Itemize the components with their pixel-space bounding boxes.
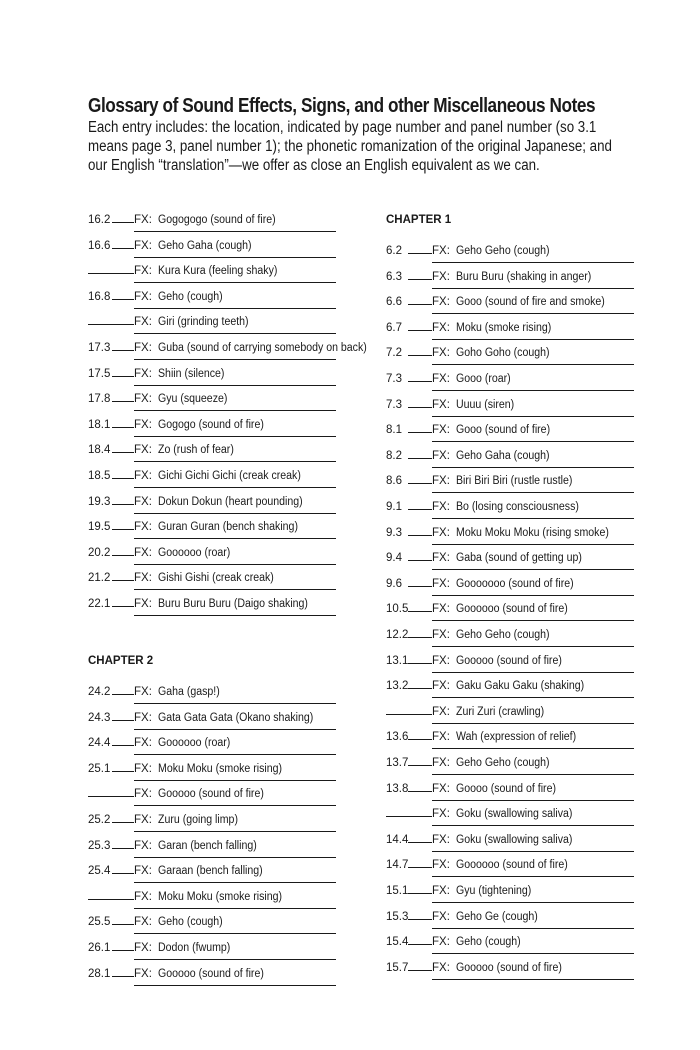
entry-underline bbox=[134, 333, 336, 334]
entry-leader-dash bbox=[408, 560, 432, 561]
entry-text: Goku (swallowing saliva) bbox=[456, 833, 573, 846]
entry-reference: 24.4 bbox=[88, 737, 111, 750]
entry-fx-label: FX: bbox=[134, 686, 152, 698]
entry-reference: 13.2 bbox=[386, 680, 409, 693]
entry-underline bbox=[432, 390, 634, 391]
entry-reference: 25.5 bbox=[88, 916, 111, 929]
entry-reference: 13.6 bbox=[386, 731, 409, 744]
entry-text: Garaan (bench falling) bbox=[158, 865, 263, 878]
entry-underline bbox=[134, 538, 336, 539]
entry-fx-label: FX: bbox=[432, 603, 450, 616]
entry-underline bbox=[432, 825, 634, 826]
entry-underline bbox=[134, 780, 336, 781]
entry-text: Kura Kura (feeling shaky) bbox=[158, 265, 278, 278]
entry-underline bbox=[432, 518, 634, 519]
entry-reference: 9.4 bbox=[386, 552, 402, 565]
entry-text: Gichi Gichi Gichi (creak creak) bbox=[158, 470, 301, 482]
entry-leader-dash bbox=[112, 745, 134, 746]
entry-reference: 16.6 bbox=[88, 239, 111, 252]
entry-underline bbox=[432, 723, 634, 724]
entry-underline bbox=[134, 831, 336, 832]
entry-fx-label: FX: bbox=[134, 239, 152, 252]
entry-text: Geho Geho (cough) bbox=[456, 245, 550, 257]
entry-text: Geho Gaha (cough) bbox=[456, 449, 550, 462]
entry-underline bbox=[134, 257, 336, 258]
entry-leader-dash bbox=[112, 606, 134, 607]
entry-underline bbox=[432, 416, 634, 417]
entry-underline bbox=[134, 282, 336, 283]
entry-reference: 9.3 bbox=[386, 526, 402, 539]
entry-leader-dash bbox=[112, 350, 134, 351]
entry-leader-dash bbox=[408, 432, 432, 433]
entry-text: Geho Gaha (cough) bbox=[158, 239, 252, 252]
entry-fx-label: FX: bbox=[134, 598, 152, 610]
entry-underline bbox=[432, 646, 634, 647]
entry-fx-label: FX: bbox=[432, 475, 450, 488]
entry-leader-dash bbox=[408, 535, 432, 536]
entry-text: Goooooo (sound of fire) bbox=[456, 603, 568, 616]
entry-leader-dash bbox=[112, 529, 134, 530]
entry-text: Gata Gata Gata (Okano shaking) bbox=[158, 711, 314, 724]
intro-paragraph: Each entry includes: the location, indicated by page number and panel number (so 3.1 means page 3, panel number 1); the phonetic romanization of the original Japanese; and our English “translation”—we offer as close an English equivalent as we can. bbox=[88, 119, 612, 174]
entry-reference: 6.7 bbox=[386, 321, 402, 334]
entry-leader-dash bbox=[112, 924, 134, 925]
entry-leader-dash bbox=[408, 381, 432, 382]
entry-fx-label: FX: bbox=[134, 290, 152, 303]
entry-underline bbox=[432, 262, 634, 263]
entry-reference: 16.8 bbox=[88, 290, 111, 303]
entry-leader-dash bbox=[112, 580, 134, 581]
entry-leader-dash bbox=[112, 555, 134, 556]
entry-reference: 8.2 bbox=[386, 449, 402, 462]
entry-text: Dodon (fwump) bbox=[158, 942, 231, 954]
entry-reference: 15.1 bbox=[386, 885, 409, 897]
entry-text: Dokun Dokun (heart pounding) bbox=[158, 495, 303, 508]
entry-underline bbox=[134, 615, 336, 616]
entry-reference: 8.1 bbox=[386, 424, 402, 437]
entry-reference: 7.3 bbox=[386, 373, 402, 385]
entry-fx-label: FX: bbox=[134, 418, 152, 431]
entry-fx-label: FX: bbox=[432, 321, 450, 334]
entry-underline bbox=[134, 308, 336, 309]
entry-fx-label: FX: bbox=[432, 296, 450, 309]
entry-leader-dash bbox=[112, 822, 134, 823]
entry-text: Gishi Gishi (creak creak) bbox=[158, 572, 274, 585]
entry-text: Goooo (sound of fire) bbox=[456, 782, 556, 795]
entry-leader-dash bbox=[408, 893, 432, 894]
entry-underline bbox=[432, 876, 634, 877]
entry-underline bbox=[432, 748, 634, 749]
entry-underline bbox=[432, 364, 634, 365]
entry-reference: 20.2 bbox=[88, 546, 111, 559]
entry-leader-dash bbox=[408, 663, 432, 664]
entry-reference: 18.5 bbox=[88, 470, 111, 482]
entry-underline bbox=[134, 589, 336, 590]
entry-leader-dash bbox=[112, 694, 134, 695]
entry-reference: 18.1 bbox=[88, 418, 111, 431]
entry-leader-dash bbox=[112, 427, 134, 428]
page-title: Glossary of Sound Effects, Signs, and other Miscellaneous Notes bbox=[88, 95, 596, 117]
entry-reference: 19.3 bbox=[88, 495, 111, 508]
entry-text: Gooooo (sound of fire) bbox=[158, 788, 264, 801]
entry-fx-label: FX: bbox=[432, 705, 450, 718]
entry-fx-label: FX: bbox=[432, 654, 450, 667]
entry-underline bbox=[432, 902, 634, 903]
entry-reference: 15.3 bbox=[386, 910, 409, 923]
entry-text: Gooooo (sound of fire) bbox=[158, 967, 264, 980]
entry-fx-label: FX: bbox=[432, 859, 450, 872]
entry-leader-dash bbox=[408, 970, 432, 971]
entry-text: Zuru (going limp) bbox=[158, 814, 238, 826]
entry-underline bbox=[432, 620, 634, 621]
entry-fx-label: FX: bbox=[134, 839, 152, 852]
entry-text: Goku (swallowing saliva) bbox=[456, 808, 573, 821]
entry-underline bbox=[134, 385, 336, 386]
entry-underline bbox=[134, 410, 336, 411]
entry-reference: 21.2 bbox=[88, 572, 111, 585]
entry-fx-label: FX: bbox=[134, 546, 152, 559]
entry-leader-dash bbox=[112, 299, 134, 300]
entry-underline bbox=[134, 703, 336, 704]
entry-fx-label: FX: bbox=[432, 808, 450, 821]
entry-leader-dash bbox=[408, 944, 432, 945]
entry-leader-dash bbox=[112, 504, 134, 505]
entry-fx-label: FX: bbox=[134, 214, 152, 226]
entry-fx-label: FX: bbox=[432, 552, 450, 565]
entry-leader-dash bbox=[88, 324, 134, 325]
entry-reference: 6.2 bbox=[386, 245, 402, 257]
entry-text: Goooooo (sound of fire) bbox=[456, 859, 568, 872]
entry-reference: 6.6 bbox=[386, 296, 402, 309]
entry-fx-label: FX: bbox=[432, 398, 450, 411]
entry-underline bbox=[134, 882, 336, 883]
entry-underline bbox=[134, 436, 336, 437]
entry-reference: 13.8 bbox=[386, 782, 409, 795]
entry-fx-label: FX: bbox=[134, 393, 152, 406]
entry-fx-label: FX: bbox=[432, 936, 450, 949]
entry-reference: 15.4 bbox=[386, 936, 409, 949]
entry-text: Geho Ge (cough) bbox=[456, 910, 538, 923]
entry-fx-label: FX: bbox=[134, 737, 152, 750]
entry-fx-label: FX: bbox=[432, 910, 450, 923]
entry-fx-label: FX: bbox=[432, 577, 450, 590]
entry-text: Gogogo (sound of fire) bbox=[158, 418, 264, 431]
chapter-2-heading: CHAPTER 2 bbox=[88, 655, 154, 667]
entry-leader-dash bbox=[112, 452, 134, 453]
entry-fx-label: FX: bbox=[134, 342, 152, 354]
entry-text: Moku Moku Moku (rising smoke) bbox=[456, 526, 609, 539]
entry-leader-dash bbox=[88, 273, 134, 274]
entry-text: Gooooo (sound of fire) bbox=[456, 654, 562, 667]
entry-reference: 22.1 bbox=[88, 598, 111, 610]
entry-text: Gaku Gaku Gaku (shaking) bbox=[456, 680, 585, 693]
entry-leader-dash bbox=[408, 791, 432, 792]
entry-reference: 28.1 bbox=[88, 967, 111, 980]
entry-leader-dash bbox=[112, 720, 134, 721]
entry-fx-label: FX: bbox=[134, 495, 152, 508]
entry-leader-dash bbox=[408, 867, 432, 868]
entry-reference: 17.3 bbox=[88, 342, 111, 354]
entry-text: Gooo (sound of fire) bbox=[456, 424, 551, 437]
entry-reference: 16.2 bbox=[88, 214, 111, 226]
entry-text: Gaha (gasp!) bbox=[158, 686, 220, 698]
entry-fx-label: FX: bbox=[134, 265, 152, 278]
entry-leader-dash bbox=[112, 401, 134, 402]
entry-underline bbox=[432, 953, 634, 954]
entry-reference: 7.2 bbox=[386, 347, 402, 360]
entry-leader-dash bbox=[408, 253, 432, 254]
entry-text: Giri (grinding teeth) bbox=[158, 316, 249, 329]
entry-text: Goho Goho (cough) bbox=[456, 347, 550, 360]
entry-text: Zuri Zuri (crawling) bbox=[456, 705, 545, 718]
entry-text: Gaba (sound of getting up) bbox=[456, 552, 582, 565]
entry-text: Geho Geho (cough) bbox=[456, 757, 550, 769]
entry-fx-label: FX: bbox=[134, 762, 152, 775]
entry-fx-label: FX: bbox=[432, 270, 450, 283]
entry-underline bbox=[432, 928, 634, 929]
entry-text: Biri Biri Biri (rustle rustle) bbox=[456, 475, 573, 488]
entry-leader-dash bbox=[88, 899, 134, 900]
entry-leader-dash bbox=[408, 765, 432, 766]
entry-fx-label: FX: bbox=[432, 347, 450, 360]
entry-leader-dash bbox=[408, 919, 432, 920]
entry-underline bbox=[432, 851, 634, 852]
entry-underline bbox=[134, 231, 336, 232]
entry-fx-label: FX: bbox=[432, 757, 450, 769]
entry-reference: 13.7 bbox=[386, 757, 409, 769]
entry-reference: 19.5 bbox=[88, 521, 111, 534]
entry-fx-label: FX: bbox=[134, 316, 152, 329]
entry-fx-label: FX: bbox=[134, 470, 152, 482]
entry-underline bbox=[134, 933, 336, 934]
entry-fx-label: FX: bbox=[134, 814, 152, 826]
entry-reference: 13.1 bbox=[386, 654, 409, 667]
entry-fx-label: FX: bbox=[134, 942, 152, 954]
entry-reference: 18.4 bbox=[88, 444, 111, 457]
entry-underline bbox=[432, 569, 634, 570]
entry-leader-dash bbox=[408, 458, 432, 459]
entry-leader-dash bbox=[408, 304, 432, 305]
entry-text: Buru Buru (shaking in anger) bbox=[456, 270, 592, 283]
entry-leader-dash bbox=[408, 688, 432, 689]
entry-reference: 24.3 bbox=[88, 711, 111, 724]
entry-fx-label: FX: bbox=[432, 501, 450, 513]
entry-fx-label: FX: bbox=[134, 711, 152, 724]
entry-fx-label: FX: bbox=[134, 572, 152, 585]
entry-text: Bo (losing consciousness) bbox=[456, 501, 579, 513]
entry-text: Uuuu (siren) bbox=[456, 398, 515, 411]
entry-reference: 12.2 bbox=[386, 629, 409, 641]
entry-fx-label: FX: bbox=[432, 680, 450, 693]
entry-underline bbox=[134, 959, 336, 960]
entry-underline bbox=[134, 754, 336, 755]
entry-underline bbox=[134, 985, 336, 986]
entry-text: Goooooo (roar) bbox=[158, 737, 231, 750]
entry-leader-dash bbox=[112, 976, 134, 977]
entry-leader-dash bbox=[408, 355, 432, 356]
entry-fx-label: FX: bbox=[134, 890, 152, 903]
entry-text: Geho (cough) bbox=[456, 936, 521, 949]
entry-leader-dash bbox=[408, 407, 432, 408]
entry-leader-dash bbox=[112, 950, 134, 951]
entry-leader-dash bbox=[112, 376, 134, 377]
entry-text: Geho (cough) bbox=[158, 916, 223, 929]
entry-text: Gooooo (sound of fire) bbox=[456, 961, 562, 974]
entry-text: Moku Moku (smoke rising) bbox=[158, 762, 283, 775]
entry-reference: 25.1 bbox=[88, 762, 111, 775]
entry-underline bbox=[432, 441, 634, 442]
entry-leader-dash bbox=[112, 771, 134, 772]
entry-fx-label: FX: bbox=[134, 788, 152, 801]
entry-underline bbox=[134, 805, 336, 806]
entry-underline bbox=[432, 288, 634, 289]
entry-reference: 25.3 bbox=[88, 839, 111, 852]
entry-fx-label: FX: bbox=[432, 885, 450, 897]
entry-fx-label: FX: bbox=[134, 444, 152, 457]
entry-leader-dash bbox=[112, 478, 134, 479]
entry-text: Geho (cough) bbox=[158, 290, 223, 303]
entry-fx-label: FX: bbox=[134, 367, 152, 380]
entry-underline bbox=[432, 544, 634, 545]
entry-reference: 7.3 bbox=[386, 398, 402, 411]
entry-leader-dash bbox=[408, 637, 432, 638]
entry-leader-dash bbox=[112, 248, 134, 249]
entry-text: Buru Buru Buru (Daigo shaking) bbox=[158, 598, 308, 610]
entry-fx-label: FX: bbox=[432, 245, 450, 257]
entry-text: Gogogogo (sound of fire) bbox=[158, 214, 276, 226]
entry-reference: 9.1 bbox=[386, 501, 402, 513]
entry-leader-dash bbox=[88, 796, 134, 797]
entry-underline bbox=[134, 513, 336, 514]
entry-text: Gyu (tightening) bbox=[456, 885, 532, 897]
entry-leader-dash bbox=[408, 279, 432, 280]
entry-text: Geho Geho (cough) bbox=[456, 629, 550, 641]
entry-fx-label: FX: bbox=[432, 526, 450, 539]
entry-text: Zo (rush of fear) bbox=[158, 444, 234, 457]
entry-fx-label: FX: bbox=[432, 782, 450, 795]
entry-leader-dash bbox=[112, 873, 134, 874]
entry-reference: 17.8 bbox=[88, 393, 111, 406]
entry-underline bbox=[432, 492, 634, 493]
chapter-1-heading: CHAPTER 1 bbox=[386, 214, 452, 226]
entry-fx-label: FX: bbox=[432, 629, 450, 641]
entry-underline bbox=[432, 774, 634, 775]
entry-underline bbox=[134, 461, 336, 462]
entry-underline bbox=[134, 487, 336, 488]
entry-fx-label: FX: bbox=[432, 424, 450, 437]
entry-underline bbox=[432, 339, 634, 340]
entry-text: Shiin (silence) bbox=[158, 367, 225, 380]
entry-leader-dash bbox=[408, 509, 432, 510]
entry-fx-label: FX: bbox=[134, 916, 152, 929]
entry-text: Guran Guran (bench shaking) bbox=[158, 521, 298, 534]
entry-text: Gooo (sound of fire and smoke) bbox=[456, 296, 605, 309]
entry-leader-dash bbox=[386, 816, 432, 817]
entry-leader-dash bbox=[408, 586, 432, 587]
entry-fx-label: FX: bbox=[134, 521, 152, 534]
entry-fx-label: FX: bbox=[134, 967, 152, 980]
entry-leader-dash bbox=[408, 611, 432, 612]
entry-reference: 17.5 bbox=[88, 367, 111, 380]
entry-underline bbox=[432, 697, 634, 698]
entry-reference: 6.3 bbox=[386, 270, 402, 283]
entry-reference: 26.1 bbox=[88, 942, 111, 954]
entry-underline bbox=[432, 672, 634, 673]
entry-reference: 14.4 bbox=[386, 833, 409, 846]
entry-fx-label: FX: bbox=[432, 449, 450, 462]
entry-underline bbox=[432, 313, 634, 314]
entry-fx-label: FX: bbox=[432, 833, 450, 846]
entry-underline bbox=[134, 857, 336, 858]
entry-leader-dash bbox=[408, 739, 432, 740]
entry-text: Moku Moku (smoke rising) bbox=[158, 890, 283, 903]
entry-underline bbox=[134, 359, 336, 360]
entry-underline bbox=[432, 979, 634, 980]
entry-underline bbox=[134, 908, 336, 909]
entry-leader-dash bbox=[386, 714, 432, 715]
entry-fx-label: FX: bbox=[134, 865, 152, 878]
entry-reference: 25.2 bbox=[88, 814, 111, 826]
entry-text: Guba (sound of carrying somebody on back) bbox=[158, 342, 367, 354]
entry-text: Garan (bench falling) bbox=[158, 839, 257, 852]
entry-underline bbox=[134, 729, 336, 730]
entry-text: Gooo (roar) bbox=[456, 373, 511, 385]
entry-text: Gooooooo (sound of fire) bbox=[456, 577, 574, 590]
entry-leader-dash bbox=[408, 842, 432, 843]
entry-text: Gyu (squeeze) bbox=[158, 393, 228, 406]
entry-fx-label: FX: bbox=[432, 731, 450, 744]
entry-reference: 10.5 bbox=[386, 603, 409, 616]
entry-reference: 25.4 bbox=[88, 865, 111, 878]
entry-fx-label: FX: bbox=[432, 373, 450, 385]
entry-leader-dash bbox=[112, 222, 134, 223]
entry-underline bbox=[134, 564, 336, 565]
entry-text: Wah (expression of relief) bbox=[456, 731, 577, 744]
entry-reference: 15.7 bbox=[386, 961, 409, 974]
entry-leader-dash bbox=[408, 330, 432, 331]
entry-reference: 8.6 bbox=[386, 475, 402, 488]
entry-leader-dash bbox=[408, 483, 432, 484]
entry-fx-label: FX: bbox=[432, 961, 450, 974]
entry-underline bbox=[432, 467, 634, 468]
entry-text: Moku (smoke rising) bbox=[456, 321, 552, 334]
entry-leader-dash bbox=[112, 848, 134, 849]
entry-reference: 9.6 bbox=[386, 577, 402, 590]
entry-underline bbox=[432, 595, 634, 596]
entry-underline bbox=[432, 800, 634, 801]
entry-text: Goooooo (roar) bbox=[158, 546, 231, 559]
entry-reference: 24.2 bbox=[88, 686, 111, 698]
entry-reference: 14.7 bbox=[386, 859, 409, 872]
